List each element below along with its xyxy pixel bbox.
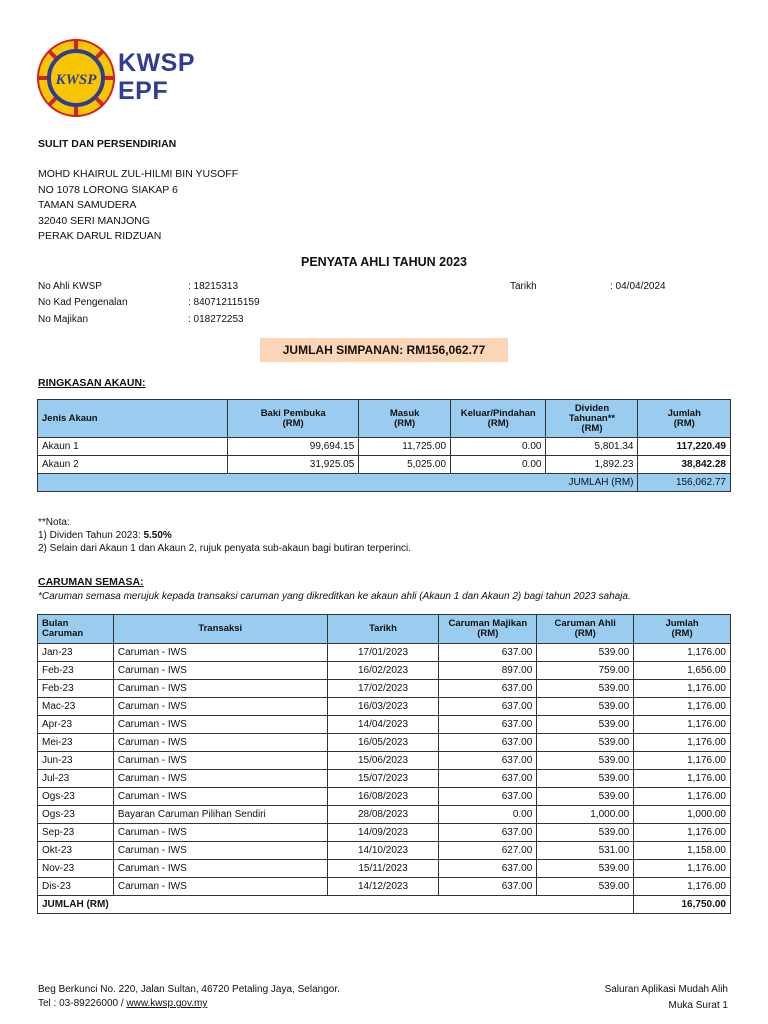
table-cell: Sep-23 [38,824,114,842]
table-cell: 16/05/2023 [327,734,439,752]
table-row [38,680,731,698]
table-cell: 637.00 [439,734,537,752]
table-cell: 1,176.00 [634,752,731,770]
summary-header-cell [359,400,451,438]
table-cell: Ogs-23 [38,788,114,806]
table-cell: 539.00 [537,788,634,806]
header-line: (RM) [477,628,499,639]
table-row [38,842,731,860]
summary-header-row [38,400,731,438]
table-cell: 1,176.00 [634,680,731,698]
address-line: PERAK DARUL RIDZUAN [38,230,162,242]
table-cell: 1,176.00 [634,860,731,878]
summary-header-cell [638,400,731,438]
table-cell: 0.00 [451,456,546,474]
note-2: 2) Selain dari Akaun 1 dan Akaun 2, rujuk penyata sub-akaun bagi butiran terperinci. [38,543,412,554]
statement-title: PENYATA AHLI TAHUN 2023 [300,255,467,269]
header-line: Masuk [389,407,420,419]
note-1 [38,529,411,542]
brand-kwsp: KWSP [118,49,195,77]
table-cell: Caruman - IWS [113,842,327,860]
address-line: MOHD KHAIRUL ZUL-HILMI BIN YUSOFF [38,168,239,180]
contrib-header-cell [537,615,634,644]
table-cell: 16/02/2023 [327,662,439,680]
table-cell: 539.00 [537,734,634,752]
contrib-total-row [38,896,731,914]
summary-header-cell: Jenis Akaun [38,400,228,438]
table-row [38,806,731,824]
date-value: : 04/04/2024 [610,281,666,292]
table-cell: 11,725.00 [359,438,451,456]
table-cell: 1,176.00 [634,878,731,896]
footer-contact [38,998,207,1009]
table-cell: Caruman - IWS [113,698,327,716]
table-row [38,824,731,842]
table-cell: 117,220.49 [638,438,731,456]
table-cell: Feb-23 [38,680,114,698]
confidential-label: SULIT DAN PERSENDIRIAN [38,138,177,150]
table-cell: 637.00 [439,644,537,662]
table-cell: Ogs-23 [38,806,114,824]
table-cell: 897.00 [439,662,537,680]
header-line: Baki Pembuka [260,407,326,419]
table-cell: 1,176.00 [634,734,731,752]
table-cell: 14/04/2023 [327,716,439,734]
table-cell: 1,000.00 [537,806,634,824]
table-cell: 1,158.00 [634,842,731,860]
table-cell: 28/08/2023 [327,806,439,824]
contrib-header-cell: Tarikh [327,615,439,644]
table-cell: Caruman - IWS [113,662,327,680]
table-cell: Akaun 2 [38,456,228,474]
table-cell: 0.00 [439,806,537,824]
table-cell: 539.00 [537,860,634,878]
table-cell: Caruman - IWS [113,644,327,662]
footer-address: Beg Berkunci No. 220, Jalan Sultan, 46720 Petaling Jaya, Selangor. [38,984,340,995]
table-cell: 539.00 [537,878,634,896]
table-cell: 539.00 [537,698,634,716]
notes [38,516,411,555]
contrib-total-label: JUMLAH (RM) [38,896,634,914]
table-cell: Caruman - IWS [113,860,327,878]
header-line: Bulan [42,618,69,629]
table-cell: Caruman - IWS [113,734,327,752]
table-cell: 99,694.15 [228,438,359,456]
header-line: Caruman [42,628,84,639]
header-line: Caruman Ahli [554,618,616,629]
table-row [38,644,731,662]
summary-total-row [38,474,731,492]
table-cell: 0.00 [451,438,546,456]
table-cell: 637.00 [439,698,537,716]
table-cell: Caruman - IWS [113,788,327,806]
table-cell: 637.00 [439,788,537,806]
header-line: Keluar/Pindahan [460,407,536,419]
contrib-title: CARUMAN SEMASA: [38,576,144,588]
summary-title: RINGKASAN AKAUN: [38,377,146,389]
summary-header-cell [546,400,638,438]
address-line: NO 1078 LORONG SIAKAP 6 [38,183,178,196]
table-cell: 14/09/2023 [327,824,439,842]
brand-epf: EPF [118,77,169,105]
table-cell: Akaun 1 [38,438,228,456]
seal-text: KWSP [55,72,97,88]
summary-header-cell [451,400,546,438]
summary-total-label: JUMLAH (RM) [38,474,638,492]
header-line: (RM) [673,417,695,429]
header-line: (RM) [282,417,304,429]
table-cell: 539.00 [537,824,634,842]
header-line: Jumlah [665,618,699,629]
employer-no-value: : 018272253 [188,314,244,325]
contrib-subtitle: *Caruman semasa merujuk kepada transaksi caruman yang dikreditkan ke akaun ahli (Akaun 1 dan Akaun 2) bagi tahun 2023 sahaja. [38,591,631,602]
table-cell: 637.00 [439,770,537,788]
notes-heading: **Nota: [38,517,70,528]
table-cell: 627.00 [439,842,537,860]
table-cell: 637.00 [439,752,537,770]
table-cell: 637.00 [439,824,537,842]
contrib-total-value: 16,750.00 [634,896,731,914]
table-cell: 17/02/2023 [327,680,439,698]
account-summary-table [37,399,731,492]
footer-website-link[interactable]: www.kwsp.gov.my [126,998,208,1009]
table-cell: 1,656.00 [634,662,731,680]
header-line: (RM) [671,628,693,639]
table-row [38,716,731,734]
table-row [38,770,731,788]
table-cell: 637.00 [439,860,537,878]
table-cell: 539.00 [537,770,634,788]
header-line: (RM) [487,417,509,429]
table-cell: 16/08/2023 [327,788,439,806]
table-cell: 539.00 [537,680,634,698]
summary-total-value: 156,062.77 [638,474,731,492]
table-cell: 1,176.00 [634,824,731,842]
table-cell: Caruman - IWS [113,752,327,770]
table-cell: Dis-23 [38,878,114,896]
table-row [38,456,731,474]
table-cell: Caruman - IWS [113,878,327,896]
header-line: (RM) [581,422,603,434]
header-line: (RM) [394,417,416,429]
footer-tel: Tel : 03-89226000 / [38,998,127,1009]
table-cell: 1,176.00 [634,698,731,716]
footer-page: Muka Surat 1 [668,1000,728,1011]
table-cell: 5,025.00 [359,456,451,474]
member-no-value: : 18215313 [188,281,239,292]
employer-no-label: No Majikan [38,314,89,325]
header-line: Caruman Majikan [448,618,528,629]
table-cell: 539.00 [537,716,634,734]
table-row [38,662,731,680]
table-cell: Mei-23 [38,734,114,752]
table-cell: 15/11/2023 [327,860,439,878]
contrib-header-cell [634,615,731,644]
table-cell: Caruman - IWS [113,716,327,734]
table-cell: Nov-23 [38,860,114,878]
table-cell: Jan-23 [38,644,114,662]
table-cell: 637.00 [439,716,537,734]
table-cell: Jun-23 [38,752,114,770]
table-row [38,752,731,770]
table-cell: 17/01/2023 [327,644,439,662]
member-address [38,167,238,245]
note-1-text: 1) Dividen Tahun 2023: [38,530,144,541]
table-cell: 1,176.00 [634,644,731,662]
table-cell: Caruman - IWS [113,770,327,788]
footer-app: Saluran Aplikasi Mudah Alih [604,984,728,995]
table-cell: Caruman - IWS [113,824,327,842]
date-label: Tarikh [510,281,537,292]
table-cell: Okt-23 [38,842,114,860]
table-cell: 759.00 [537,662,634,680]
table-row [38,878,731,896]
contrib-header-cell [439,615,537,644]
table-cell: 15/06/2023 [327,752,439,770]
table-row [38,438,731,456]
table-cell: 14/10/2023 [327,842,439,860]
ic-no-value: : 840712115159 [188,297,260,308]
table-cell: Apr-23 [38,716,114,734]
table-row [38,698,731,716]
member-no-label: No Ahli KWSP [38,281,102,292]
table-cell: 637.00 [439,878,537,896]
table-row [38,788,731,806]
table-cell: 31,925.05 [228,456,359,474]
table-cell: 539.00 [537,752,634,770]
table-cell: 14/12/2023 [327,878,439,896]
table-row [38,860,731,878]
table-cell: 16/03/2023 [327,698,439,716]
ic-no-label: No Kad Pengenalan [38,297,128,308]
table-cell: 1,892.23 [546,456,638,474]
table-row [38,734,731,752]
table-cell: 15/07/2023 [327,770,439,788]
address-line: TAMAN SAMUDERA [38,199,137,211]
header-line: Jumlah [667,407,701,419]
contrib-header-cell [38,615,114,644]
table-cell: 1,176.00 [634,788,731,806]
table-cell: 5,801.34 [546,438,638,456]
table-cell: 1,176.00 [634,770,731,788]
dividend-rate: 5.50% [143,530,172,541]
table-cell: 1,176.00 [634,716,731,734]
total-savings-banner: JUMLAH SIMPANAN: RM156,062.77 [260,338,508,362]
table-cell: Feb-23 [38,662,114,680]
table-cell: 637.00 [439,680,537,698]
table-cell: Jul-23 [38,770,114,788]
table-cell: Bayaran Caruman Pilihan Sendiri [113,806,327,824]
summary-header-cell [228,400,359,438]
kwsp-logo-icon [36,38,116,118]
header-line: Tahunan** [568,412,616,424]
address-line: 32040 SERI MANJONG [38,214,151,227]
table-cell: 38,842.28 [638,456,731,474]
contrib-header-row [38,615,731,644]
table-cell: 539.00 [537,644,634,662]
table-cell: Caruman - IWS [113,680,327,698]
header-line: Dividen [574,402,610,414]
table-cell: 531.00 [537,842,634,860]
contribution-table [37,614,731,914]
header-line: (RM) [574,628,596,639]
table-cell: 1,000.00 [634,806,731,824]
contrib-header-cell: Transaksi [113,615,327,644]
table-cell: Mac-23 [38,698,114,716]
